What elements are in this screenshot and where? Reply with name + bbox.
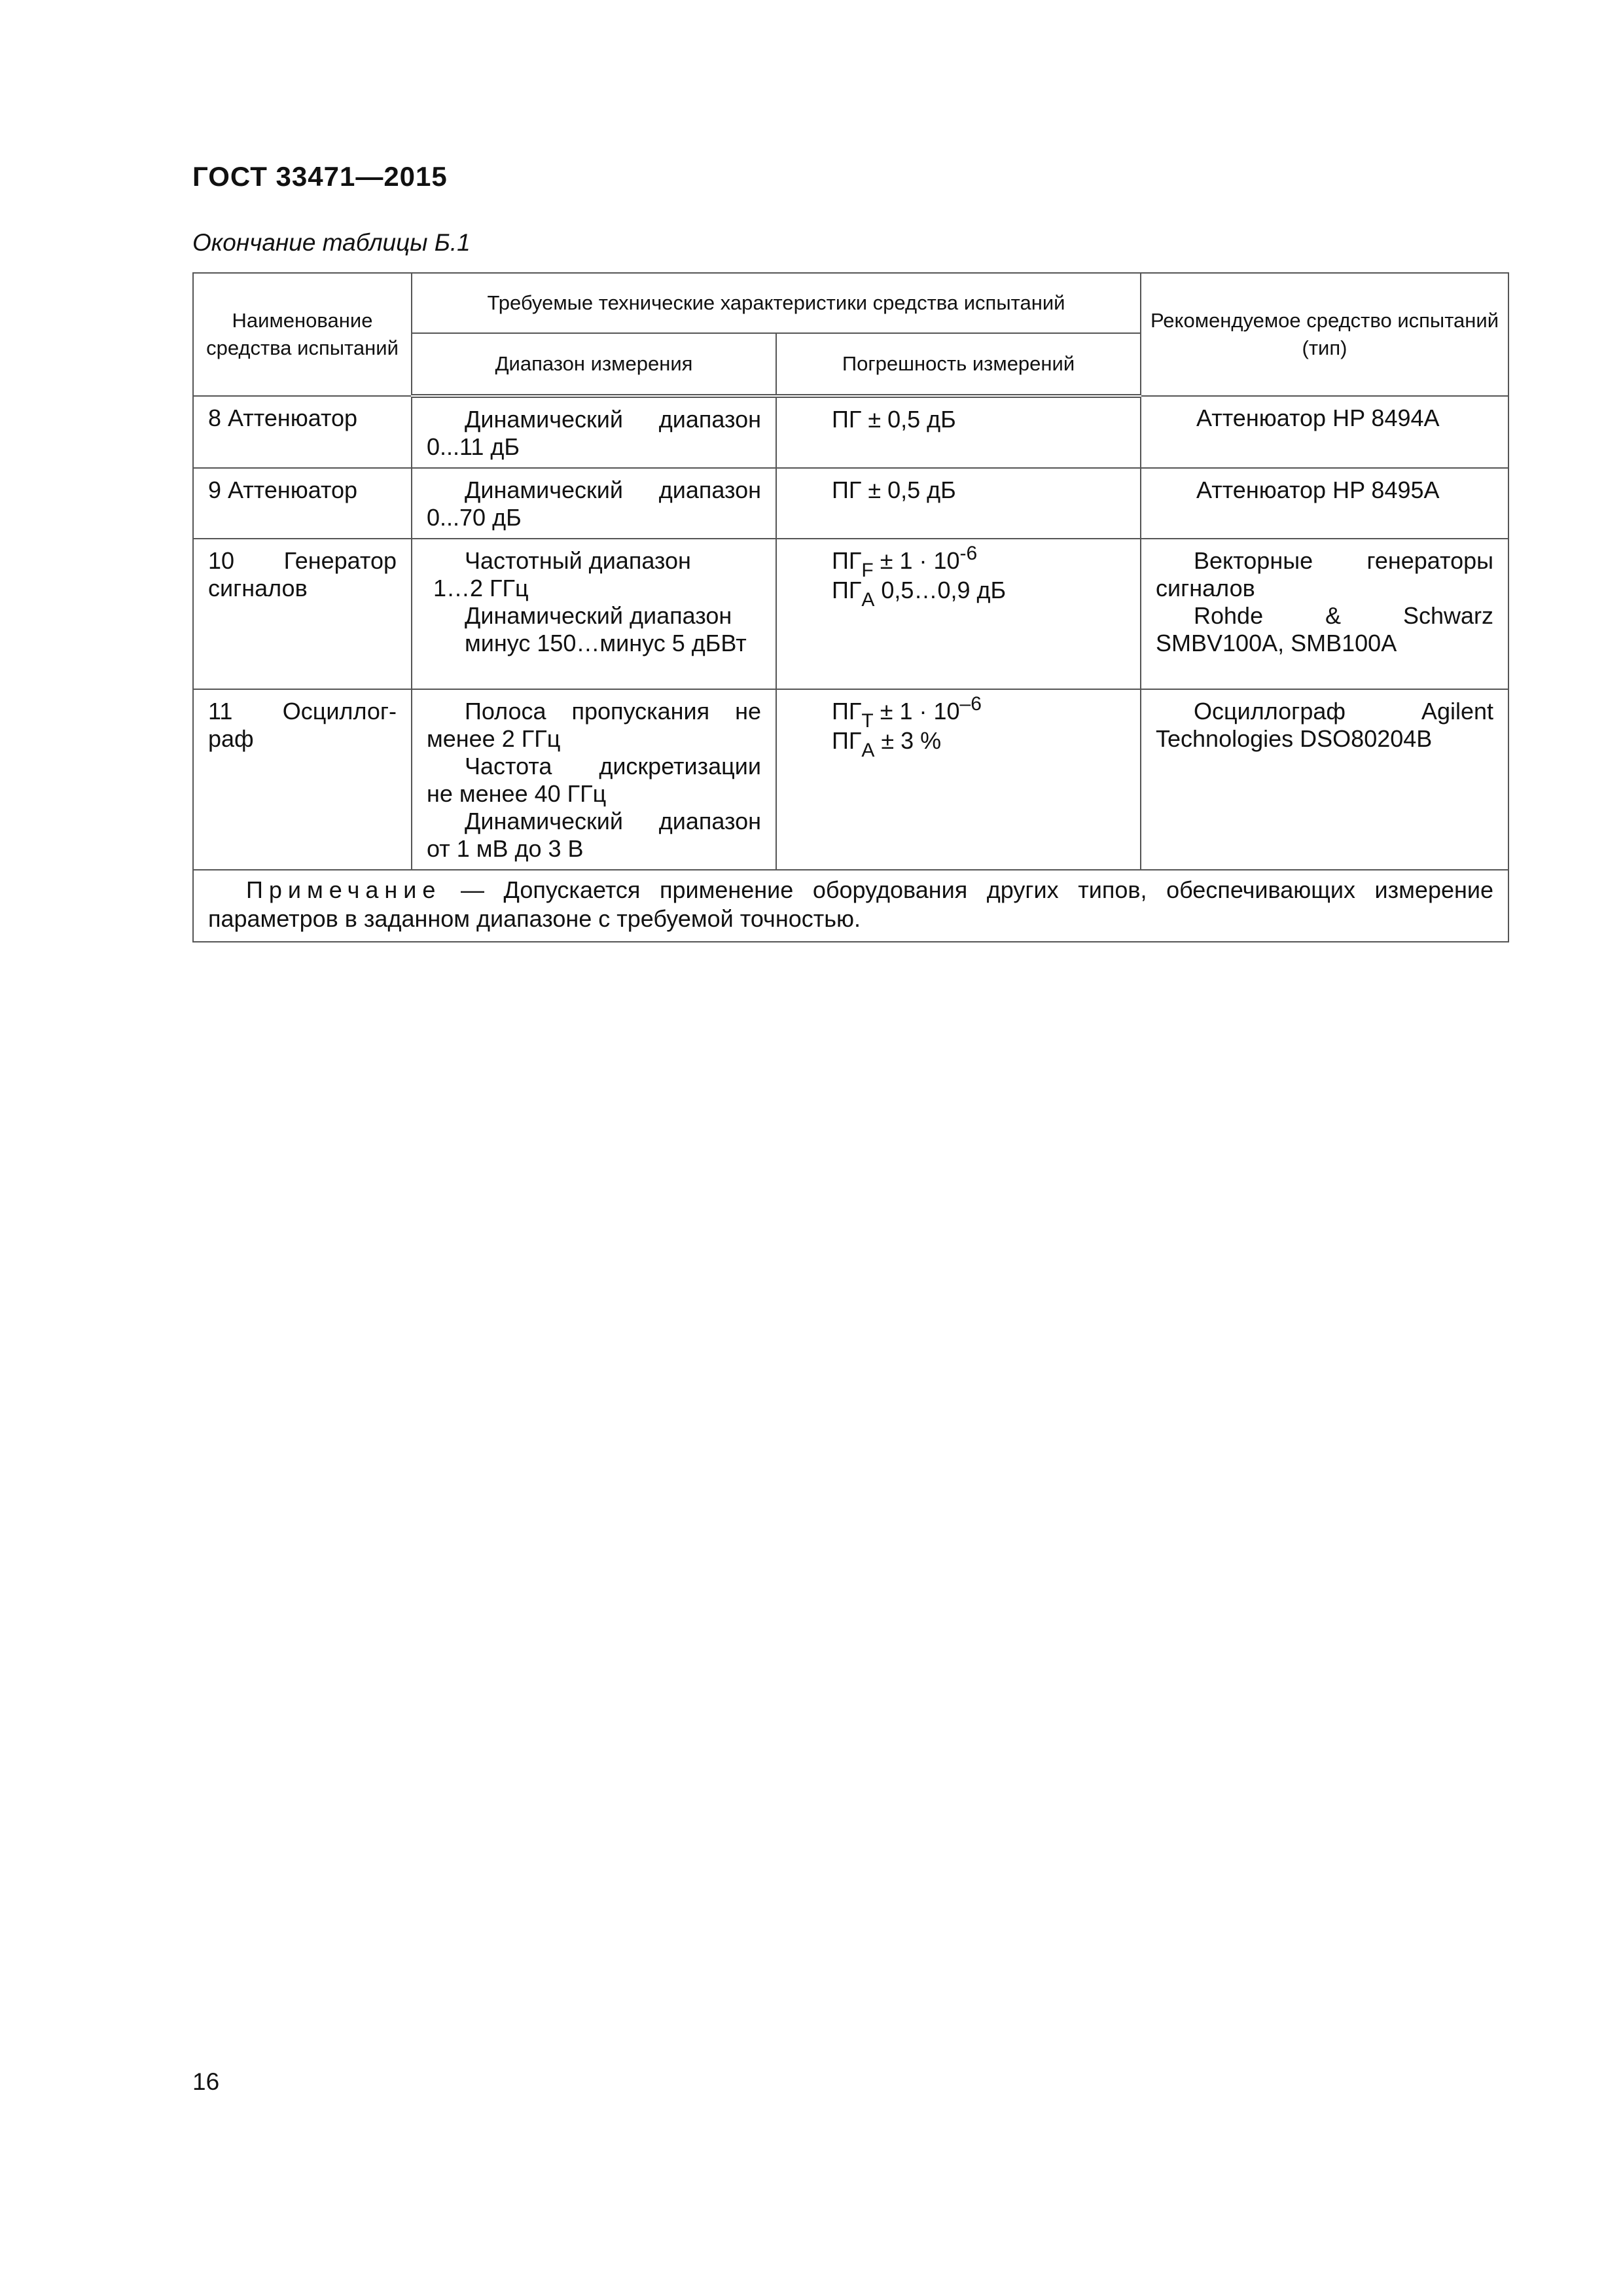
row-recommended: Аттенюатор HP 8494A [1141,396,1508,468]
row-name: 11 Осциллог- раф [193,689,412,870]
header-range: Диапазон измерения [412,333,776,396]
note-text: — Допускается применение оборудования других типов, обеспечивающих измерение параметров в заданном диапазоне с требуемой точностью. [208,876,1494,932]
header-group: Требуемые технические характеристики средства испытаний [412,273,1141,333]
row-recommended: Осциллограф Agilent Technologies DSO80204B [1141,689,1508,870]
header-recommended: Рекомендуемое средство испытаний (тип) [1141,273,1508,396]
row-name: 9 Аттенюатор [193,468,412,539]
row-recommended: Аттенюатор HP 8495A [1141,468,1508,539]
note-row [193,870,1508,942]
row-range: Полоса пропускания не менее 2 ГГц Частота дискретизации не менее 40 ГГц Динамический диапазон от 1 мВ до 3 В [412,689,776,870]
table-caption: Окончание таблицы Б.1 [192,229,471,256]
row-range: Частотный диапазон 1…2 ГГц Динамический диапазон минус 150…минус 5 дБВт [412,539,776,689]
row-name: 10 Генератор сигналов [193,539,412,689]
row-name: 8 Аттенюатор [193,396,412,468]
row-error: ПГ ± 0,5 дБ [776,468,1141,539]
page-number: 16 [192,2068,220,2095]
row-range: Динамический диапазон 0...11 дБ [412,396,776,468]
document-header: ГОСТ 33471—2015 [192,161,448,192]
row-error [776,539,1141,689]
table-header-row [193,273,1508,333]
table-row [193,539,1508,689]
table-row [193,468,1508,539]
equipment-table [192,272,1509,942]
header-error: Погрешность измерений [776,333,1141,396]
row-range: Динамический диапазон 0...70 дБ [412,468,776,539]
error-frequency: $ПГ_F \pm 1 \cdot 10^{-6}$ [832,543,978,581]
row-error [776,689,1141,870]
error-amplitude: $ПГ_A$ 0,5…0,9 дБ [832,577,1007,611]
table-note [193,870,1508,942]
table-row [193,396,1508,468]
row-recommended: Векторные генераторы сигналов Rohde & Schwarz SMBV100A, SMB100A [1141,539,1508,689]
table-row [193,689,1508,870]
note-label: Примечание [246,876,442,903]
header-name: Наименование средства испытаний [193,273,412,396]
row-error: ПГ ± 0,5 дБ [776,396,1141,468]
error-time: $ПГ_T \pm 1 \cdot 10^{-6}$ [832,693,982,732]
error-amplitude: $ПГ_A \pm 3$ % [832,727,942,761]
